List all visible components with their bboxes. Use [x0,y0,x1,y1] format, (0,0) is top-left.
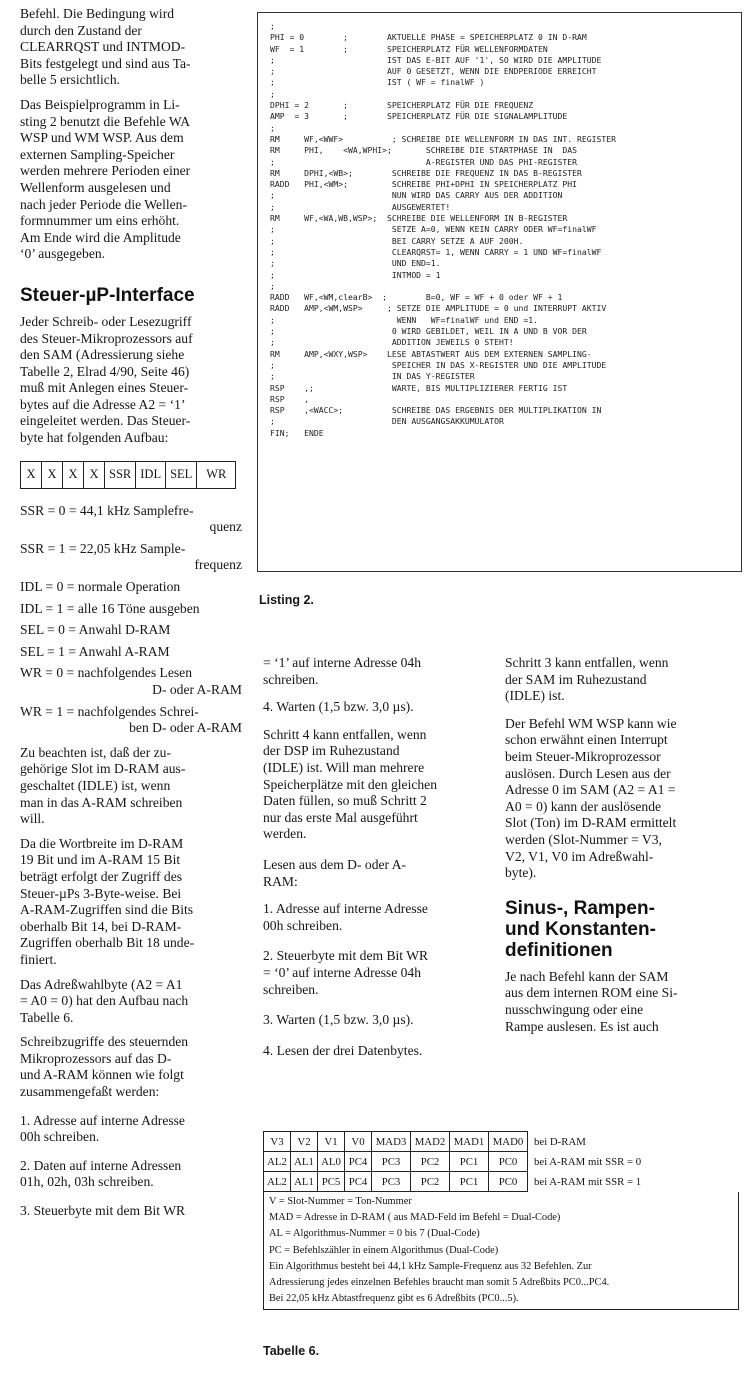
write-step-1: 1. Adresse auf interne Adresse 00h schreiben. [20,1112,185,1145]
control-byte-table [20,461,236,489]
code-line: ; CLEARQRST= 1, WENN CARRY = 1 UND WF=finalWF [270,246,602,257]
code-line: RSP , [270,393,309,404]
code-line: ; UND END=1. [270,258,441,269]
read-step-3: 3. Warten (1,5 bzw. 3,0 µs). [263,1012,414,1028]
code-line: ; [270,21,275,31]
code-line: RSP ,<WACC>; SCHREIBE DAS ERGEBNIS DER MULTIPLIKATION IN [270,405,602,416]
column-2 [263,655,491,1059]
code-line: ; BEI CARRY SETZE A AUF 200H. [270,235,524,246]
listing-code [270,21,741,439]
idle-skip-note: Schritt 3 kann entfallen, wenn der SAM im Ruhezustand (IDLE) ist. [505,655,669,704]
address-byte-table [263,1131,645,1192]
write-access-paragraph: Schreibzugriffe des steuernden Mikroprozessors auf das D- und A-RAM können wie folgt zusammengefaßt werden: [20,1034,189,1100]
code-line: RM PHI, <WA,WPHI>; SCHREIBE DIE STARTPHASE IN DAS [270,145,577,156]
step-write-continuation: = ‘1’ auf interne Adresse 04h schreiben. [263,655,422,687]
code-line: ; [270,122,275,133]
code-line: ; [270,280,275,291]
section-heading-steuer-interface: Steuer-µP-Interface [20,284,195,306]
code-line: ; [270,88,275,99]
control-byte-paragraph: Jeder Schreib- oder Lesezugriff des Steuer-Mikroprozessors auf den SAM (Adressierung siehe Tabelle 2, Elrad 4/90, Seite 46) muß mit Anlegen eines Steuer- bytes auf die Adresse A2 = ‘1’ eingeleitet werden. Das Steuer- byte hat folgenden Aufbau: [20,313,193,446]
read-step-1: 1. Adresse auf interne Adresse 00h schreiben. [263,901,428,933]
example-program-paragraph: Das Beispielprogramm in Li- sting 2 benutzt die Befehle WA WSP und WM WSP. Aus dem externen Sampling-Speicher werden mehrere Perioden einer Wellenform ausgelesen und nach jeder Periode die Wellen- formnummer um eins erhöht. Am Ende wird die Amplitude ‘0’ ausgegeben. [20,96,191,262]
code-line: ; 0 WIRD GEBILDET, WEIL IN A UND B VOR DER [270,326,587,337]
bit-cell: SEL [166,461,197,488]
code-line: RM WF,<WA,WB,WSP>; SCHREIBE DIE WELLENFORM IN B-REGISTER [270,213,568,224]
code-line: ; SPEICHER IN DAS X-REGISTER UND DIE AMPLITUDE [270,359,607,370]
code-line: AMP = 3 ; SPEICHERPLATZ FÜR DIE SIGNALAMPLITUDE [270,111,568,122]
read-intro: Lesen aus dem D- oder A- RAM: [263,856,407,889]
idle-skip-paragraph: Schritt 4 kann entfallen, wenn der DSP im Ruhezustand (IDLE) ist. Will man mehrere Speicherplätze mit den gleichen Daten füllen, so muß Schritt 2 nur das erste Mal ausgeführt werden. [263,726,438,842]
read-step-2: 2. Steuerbyte mit dem Bit WR = ‘0’ auf interne Adresse 04h schreiben. [263,948,429,997]
intro-paragraph: Befehl. Die Bedingung wird durch den Zustand der CLEARRQST und INTMOD- Bits festgelegt und sind aus Ta- belle 5 ersichtlich. [20,6,191,88]
table-row: V3 V2 V1 V0 MAD3 MAD2 MAD1 MAD0 bei D-RAM [264,1132,645,1152]
bit-cell: X [42,461,63,488]
column-1 [20,6,242,1220]
code-line: ; AUF 0 GESETZT, WENN DIE ENDPERIODE ERREICHT [270,66,597,77]
address-byte-paragraph: Das Adreßwahlbyte (A2 = A1 = A0 = 0) hat den Aufbau nach Tabelle 6. [20,976,189,1025]
code-line: ; IN DAS Y-REGISTER [270,371,475,382]
rom-paragraph: Je nach Befehl kann der SAM aus dem internen ROM eine Si- nusschwingung oder eine Rampe auslesen. Es ist auch [505,968,678,1034]
code-line: ; ADDITION JEWEILS 0 STEHT! [270,337,514,348]
code-line: ; DEN AUSGANGSAKKUMULATOR [270,416,504,427]
table-6 [263,1131,741,1310]
code-line: PHI = 0 ; AKTUELLE PHASE = SPEICHERPLATZ 0 IN D-RAM [270,32,587,43]
bit-cell: X [63,461,84,488]
code-line: RADD AMP,<WM,WSP> ; SETZE DIE AMPLITUDE = 0 und INTERRUPT AKTIV [270,303,607,314]
interrupt-paragraph: Der Befehl WM WSP kann wie schon erwähnt einen Interrupt beim Steuer-Mikroprozessor auslösen. Durch Lesen aus der Adresse 0 im SAM (A2 = A1 = A0 = 0) kann der auslösende Slot (Ton) im D-RAM ermittelt werden (Slot-Nummer = V3, V2, V1, V0 im Adreßwahl- byte). [505,715,677,881]
code-line: ; WENN WF=finalWF und END =1. [270,314,539,325]
listing-2-caption: Listing 2. [259,593,314,607]
word-width-paragraph: Da die Wortbreite im D-RAM 19 Bit und im A-RAM 15 Bit beträgt erfolgt der Zugriff des Steuer-µPs 3-Byte-weise. Bei A-RAM-Zugriffen sind die Bits oberhalb Bit 14, bei D-RAM- Zugriffen oberhalb Bit 18 unde- finiert. [20,835,195,967]
section-heading-sinus: Sinus-, Rampen- und Konstanten- definitionen [505,897,656,961]
code-line: RADD WF,<WM,clearB> ; B=0, WF = WF + 0 oder WF + 1 [270,292,563,303]
table-row: AL2 AL1 PC5 PC4 PC3 PC2 PC1 PC0 bei A-RAM mit SSR = 1 [264,1172,645,1192]
code-line: ; NUN WIRD DAS CARRY AUS DER ADDITION [270,190,563,201]
write-step-2: 2. Daten auf interne Adressen 01h, 02h, 03h schreiben. [20,1157,182,1190]
code-line: WF = 1 ; SPEICHERPLATZ FÜR WELLENFORMDATEN [270,43,548,54]
code-line: RM WF,<WWF> ; SCHREIBE DIE WELLENFORM IN DAS INT. REGISTER [270,133,616,144]
code-line: RSP ,; WARTE, BIS MULTIPLIZIERER FERTIG IST [270,382,568,393]
code-line: ; IST ( WF = finalWF ) [270,77,485,88]
code-line: ; A-REGISTER UND DAS PHI-REGISTER [270,156,577,167]
column-3 [505,655,737,1035]
bit-definitions: SSR = 0 = 44,1 kHz Samplefre- quenz SSR = 1 = 22,05 kHz Sample- frequenz IDL = 0 = normale Operation IDL = 1 = alle 16 Töne ausgeben SEL = 0 = Anwahl D-RAM SEL = 1 = Anwahl A-RAM WR = 0 = nachfolgendes Lesen D- oder A-RAM WR = 1 = nachfolgendes Schrei- ben D- oder A-RAM [20,502,242,736]
code-line: RM DPHI,<WB>; SCHREIBE DIE FREQUENZ IN DAS B-REGISTER [270,167,582,178]
table-row: AL2 AL1 AL0 PC4 PC3 PC2 PC1 PC0 bei A-RAM mit SSR = 0 [264,1152,645,1172]
code-line: ; IST DAS E-BIT AUF '1', SO WIRD DIE AMPLITUDE [270,54,602,65]
bit-cell: X [84,461,105,488]
step-wait: 4. Warten (1,5 bzw. 3,0 µs). [263,699,414,715]
read-step-4: 4. Lesen der drei Datenbytes. [263,1042,423,1058]
code-line: ; SETZE A=0, WENN KEIN CARRY ODER WF=finalWF [270,224,597,235]
bit-cell: WR [197,461,236,488]
code-line: RM AMP,<WXY,WSP> LESE ABTASTWERT AUS DEM EXTERNEN SAMPLING- [270,348,592,359]
write-step-3: 3. Steuerbyte mit dem Bit WR [20,1203,186,1219]
bit-cell: X [21,461,42,488]
table-6-notes: V = Slot-Nummer = Ton-Nummer MAD = Adresse in D-RAM ( aus MAD-Feld im Befehl = Dual-Code) AL = Algorithmus-Nummer = 0 bis 7 (Dual-Code) PC = Befehlszähler in einem Algorithmus (Dual-Code) Ein Algorithmus besteht bei 44,1 kHz Sample-Frequenz aus 32 Befehlen. Zur Adressierung jedes einzelnen Befehles braucht man somit 5 Adreßbits PC0...PC4. Bei 22,05 kHz Abtastfrequenz gibt es 6 Adreßbits (PC0...5). [263,1192,739,1310]
code-line: RADD PHI,<WM>; SCHREIBE PHI+DPHI IN SPEICHERPLATZ PHI [270,179,577,190]
idle-note-paragraph: Zu beachten ist, daß der zu- gehörige Slot im D-RAM aus- geschaltet (IDLE) ist, wenn man in das A-RAM schreiben will. [20,744,186,827]
bit-cell: IDL [136,461,166,488]
code-line: ; AUSGEWERTET! [270,201,451,212]
code-line: ; INTMOD = 1 [270,269,441,280]
bit-cell: SSR [105,461,136,488]
table-6-caption: Tabelle 6. [263,1344,320,1358]
code-line: FIN; ENDE [270,427,324,438]
listing-2-box [257,12,742,572]
code-line: DPHI = 2 ; SPEICHERPLATZ FÜR DIE FREQUENZ [270,100,534,111]
